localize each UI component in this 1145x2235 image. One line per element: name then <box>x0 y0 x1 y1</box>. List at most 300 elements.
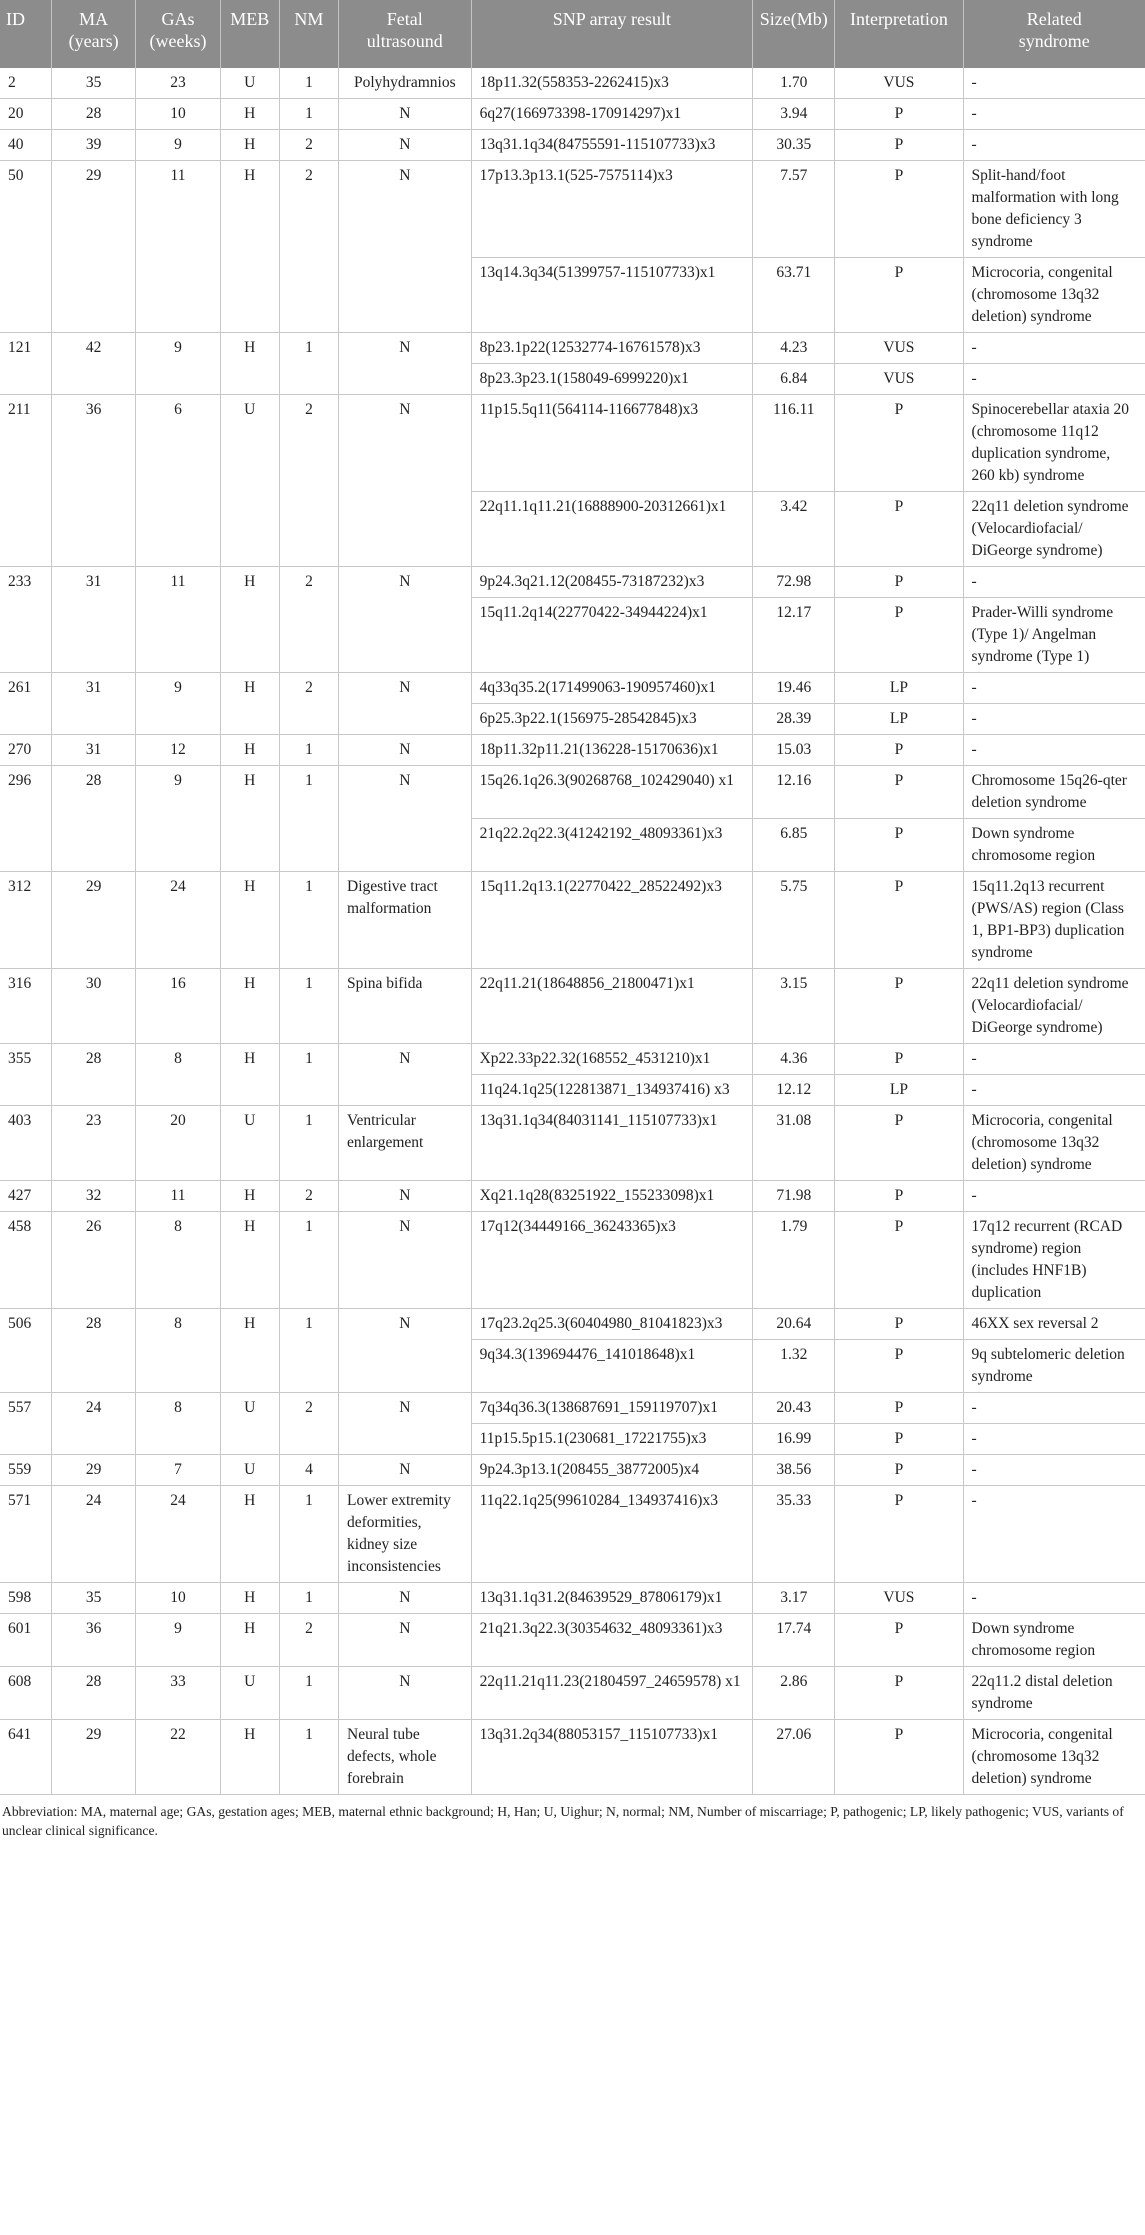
cell-meb: H <box>220 99 279 130</box>
cell-size: 28.39 <box>753 704 835 735</box>
cell-maternal-age: 39 <box>51 130 135 161</box>
cell-meb: H <box>220 735 279 766</box>
header-gestation-age: GAs (weeks) <box>136 0 220 68</box>
cell-fetal-ultrasound: N <box>339 395 472 567</box>
cell-maternal-age: 26 <box>51 1212 135 1309</box>
cell-maternal-age: 35 <box>51 68 135 99</box>
cell-maternal-age: 31 <box>51 673 135 735</box>
cell-interpretation: P <box>835 1667 963 1720</box>
cell-related-syndrome: - <box>963 1393 1145 1424</box>
cell-nm: 2 <box>279 161 338 333</box>
cell-gestation-age: 10 <box>136 99 220 130</box>
cell-interpretation: VUS <box>835 1583 963 1614</box>
cell-gestation-age: 9 <box>136 333 220 395</box>
table-row <box>0 395 1145 492</box>
cell-snp-result: 11q22.1q25(99610284_134937416)x3 <box>471 1486 753 1583</box>
cell-related-syndrome: - <box>963 567 1145 598</box>
cell-meb: H <box>220 969 279 1044</box>
cell-related-syndrome: - <box>963 1044 1145 1075</box>
cell-gestation-age: 16 <box>136 969 220 1044</box>
table-row <box>0 1044 1145 1075</box>
cell-nm: 2 <box>279 1393 338 1455</box>
cell-interpretation: P <box>835 1181 963 1212</box>
cell-interpretation: P <box>835 598 963 673</box>
cell-related-syndrome: - <box>963 364 1145 395</box>
header-snp-array-result: SNP array result <box>471 0 753 68</box>
cell-fetal-ultrasound: N <box>339 567 472 673</box>
cell-size: 12.12 <box>753 1075 835 1106</box>
cell-fetal-ultrasound: Lower extremity deformities, kidney size inconsistencies <box>339 1486 472 1583</box>
cell-nm: 1 <box>279 1309 338 1393</box>
cell-gestation-age: 22 <box>136 1720 220 1795</box>
cell-id: 559 <box>0 1455 51 1486</box>
cell-meb: H <box>220 567 279 673</box>
cell-snp-result: 15q26.1q26.3(90268768_102429040) x1 <box>471 766 753 819</box>
cell-snp-result: 13q31.2q34(88053157_115107733)x1 <box>471 1720 753 1795</box>
table-row <box>0 1455 1145 1486</box>
cell-snp-result: 9p24.3q21.12(208455-73187232)x3 <box>471 567 753 598</box>
cell-size: 20.64 <box>753 1309 835 1340</box>
cell-id: 40 <box>0 130 51 161</box>
cell-fetal-ultrasound: Polyhydramnios <box>339 68 472 99</box>
cell-size: 4.36 <box>753 1044 835 1075</box>
table-row <box>0 99 1145 130</box>
cell-nm: 1 <box>279 969 338 1044</box>
cell-id: 427 <box>0 1181 51 1212</box>
cell-gestation-age: 9 <box>136 130 220 161</box>
cell-meb: H <box>220 1044 279 1106</box>
table-row <box>0 969 1145 1044</box>
cell-fetal-ultrasound: Spina bifida <box>339 969 472 1044</box>
cell-maternal-age: 28 <box>51 766 135 872</box>
table-row <box>0 68 1145 99</box>
cell-size: 116.11 <box>753 395 835 492</box>
cell-maternal-age: 30 <box>51 969 135 1044</box>
cell-fetal-ultrasound: N <box>339 1181 472 1212</box>
cell-interpretation: P <box>835 819 963 872</box>
cell-id: 296 <box>0 766 51 872</box>
cell-related-syndrome: - <box>963 1486 1145 1583</box>
cell-snp-result: 15q11.2q14(22770422-34944224)x1 <box>471 598 753 673</box>
cell-snp-result: Xp22.33p22.32(168552_4531210)x1 <box>471 1044 753 1075</box>
table-row <box>0 1106 1145 1181</box>
cell-snp-result: 21q22.2q22.3(41242192_48093361)x3 <box>471 819 753 872</box>
cell-related-syndrome: - <box>963 130 1145 161</box>
cell-interpretation: P <box>835 1340 963 1393</box>
table-row <box>0 1309 1145 1340</box>
cell-size: 20.43 <box>753 1393 835 1424</box>
cell-id: 355 <box>0 1044 51 1106</box>
cell-gestation-age: 23 <box>136 68 220 99</box>
cell-related-syndrome: - <box>963 1455 1145 1486</box>
table-body <box>0 68 1145 1795</box>
cell-interpretation: LP <box>835 1075 963 1106</box>
cell-id: 403 <box>0 1106 51 1181</box>
cell-related-syndrome: Prader-Willi syndrome (Type 1)/ Angelman syndrome (Type 1) <box>963 598 1145 673</box>
cell-interpretation: P <box>835 872 963 969</box>
cell-size: 16.99 <box>753 1424 835 1455</box>
header-size: Size(Mb) <box>753 0 835 68</box>
cell-gestation-age: 33 <box>136 1667 220 1720</box>
cell-related-syndrome: 17q12 recurrent (RCAD syndrome) region (includes HNF1B) duplication <box>963 1212 1145 1309</box>
cell-snp-result: 9q34.3(139694476_141018648)x1 <box>471 1340 753 1393</box>
cell-interpretation: P <box>835 1044 963 1075</box>
cell-interpretation: P <box>835 130 963 161</box>
cell-maternal-age: 36 <box>51 1614 135 1667</box>
cell-snp-result: 6q27(166973398-170914297)x1 <box>471 99 753 130</box>
cell-related-syndrome: 46XX sex reversal 2 <box>963 1309 1145 1340</box>
cell-fetal-ultrasound: N <box>339 735 472 766</box>
cell-fetal-ultrasound: Neural tube defects, whole forebrain <box>339 1720 472 1795</box>
cell-fetal-ultrasound: N <box>339 673 472 735</box>
cell-interpretation: P <box>835 99 963 130</box>
table-row <box>0 766 1145 819</box>
cell-related-syndrome: - <box>963 1583 1145 1614</box>
cell-interpretation: P <box>835 1486 963 1583</box>
cell-maternal-age: 28 <box>51 1044 135 1106</box>
cell-size: 15.03 <box>753 735 835 766</box>
cell-meb: H <box>220 1614 279 1667</box>
cell-size: 3.15 <box>753 969 835 1044</box>
cell-size: 63.71 <box>753 258 835 333</box>
cell-snp-result: 18p11.32(558353-2262415)x3 <box>471 68 753 99</box>
cell-meb: U <box>220 1393 279 1455</box>
cell-size: 12.16 <box>753 766 835 819</box>
cell-meb: H <box>220 161 279 333</box>
cell-snp-result: 21q21.3q22.3(30354632_48093361)x3 <box>471 1614 753 1667</box>
cell-nm: 1 <box>279 766 338 872</box>
cell-nm: 1 <box>279 1583 338 1614</box>
cell-interpretation: LP <box>835 673 963 704</box>
cell-snp-result: 22q11.1q11.21(16888900-20312661)x1 <box>471 492 753 567</box>
cell-maternal-age: 29 <box>51 872 135 969</box>
cell-meb: H <box>220 1486 279 1583</box>
cell-related-syndrome: - <box>963 1075 1145 1106</box>
cell-maternal-age: 29 <box>51 1455 135 1486</box>
cell-gestation-age: 8 <box>136 1212 220 1309</box>
cell-gestation-age: 7 <box>136 1455 220 1486</box>
cell-interpretation: P <box>835 1309 963 1340</box>
cell-meb: H <box>220 333 279 395</box>
cell-snp-result: 17q12(34449166_36243365)x3 <box>471 1212 753 1309</box>
cell-snp-result: 4q33q35.2(171499063-190957460)x1 <box>471 673 753 704</box>
table-row <box>0 1181 1145 1212</box>
cell-fetal-ultrasound: N <box>339 99 472 130</box>
cell-related-syndrome: Spinocerebellar ataxia 20 (chromosome 11q12 duplication syndrome, 260 kb) syndrome <box>963 395 1145 492</box>
cell-fetal-ultrasound: N <box>339 766 472 872</box>
cell-meb: H <box>220 1720 279 1795</box>
cell-id: 641 <box>0 1720 51 1795</box>
table-row <box>0 1667 1145 1720</box>
cell-maternal-age: 28 <box>51 1667 135 1720</box>
table-row <box>0 1720 1145 1795</box>
cell-related-syndrome: 22q11.2 distal deletion syndrome <box>963 1667 1145 1720</box>
cell-interpretation: P <box>835 1720 963 1795</box>
cell-id: 211 <box>0 395 51 567</box>
cell-nm: 1 <box>279 1044 338 1106</box>
cell-meb: H <box>220 673 279 735</box>
cell-related-syndrome: - <box>963 735 1145 766</box>
cell-size: 5.75 <box>753 872 835 969</box>
table-row <box>0 130 1145 161</box>
cell-interpretation: P <box>835 395 963 492</box>
cell-interpretation: P <box>835 161 963 258</box>
cell-related-syndrome: Down syndrome chromosome region <box>963 1614 1145 1667</box>
cell-id: 601 <box>0 1614 51 1667</box>
cell-fetal-ultrasound: N <box>339 1044 472 1106</box>
cell-gestation-age: 12 <box>136 735 220 766</box>
cell-maternal-age: 29 <box>51 1720 135 1795</box>
cell-interpretation: VUS <box>835 333 963 364</box>
cell-size: 19.46 <box>753 673 835 704</box>
cell-interpretation: P <box>835 766 963 819</box>
cell-meb: H <box>220 1309 279 1393</box>
cell-fetal-ultrasound: N <box>339 1614 472 1667</box>
cell-snp-result: 13q31.1q34(84755591-115107733)x3 <box>471 130 753 161</box>
cell-id: 571 <box>0 1486 51 1583</box>
cell-maternal-age: 28 <box>51 99 135 130</box>
cell-related-syndrome: Microcoria, congenital (chromosome 13q32 deletion) syndrome <box>963 1106 1145 1181</box>
header-nm: NM <box>279 0 338 68</box>
cell-fetal-ultrasound: N <box>339 1455 472 1486</box>
cell-nm: 4 <box>279 1455 338 1486</box>
cell-meb: U <box>220 1455 279 1486</box>
cell-nm: 2 <box>279 395 338 567</box>
cell-snp-result: 18p11.32p11.21(136228-15170636)x1 <box>471 735 753 766</box>
cell-size: 4.23 <box>753 333 835 364</box>
cell-size: 35.33 <box>753 1486 835 1583</box>
table-footnote: Abbreviation: MA, maternal age; GAs, gestation ages; MEB, maternal ethnic background; H, Han; U, Uighur; N, normal; NM, Number of miscarriage; P, pathogenic; LP, likely pathogenic; VUS, variants of unclear clinical significance. <box>2 1804 1124 1838</box>
cell-related-syndrome: - <box>963 1181 1145 1212</box>
cell-id: 270 <box>0 735 51 766</box>
cell-snp-result: 22q11.21(18648856_21800471)x1 <box>471 969 753 1044</box>
cell-interpretation: P <box>835 735 963 766</box>
cell-maternal-age: 24 <box>51 1393 135 1455</box>
table-row <box>0 1393 1145 1424</box>
cell-snp-result: 8p23.1p22(12532774-16761578)x3 <box>471 333 753 364</box>
cell-meb: H <box>220 1212 279 1309</box>
cell-related-syndrome: - <box>963 68 1145 99</box>
cell-related-syndrome: Microcoria, congenital (chromosome 13q32 deletion) syndrome <box>963 1720 1145 1795</box>
cell-id: 316 <box>0 969 51 1044</box>
table-row <box>0 872 1145 969</box>
cell-nm: 1 <box>279 68 338 99</box>
cell-nm: 1 <box>279 333 338 395</box>
cell-size: 3.42 <box>753 492 835 567</box>
cell-related-syndrome: Down syndrome chromosome region <box>963 819 1145 872</box>
cell-related-syndrome: - <box>963 1424 1145 1455</box>
cell-related-syndrome: - <box>963 704 1145 735</box>
cell-nm: 1 <box>279 99 338 130</box>
header-meb: MEB <box>220 0 279 68</box>
header-row <box>0 0 1145 68</box>
cell-related-syndrome: 22q11 deletion syndrome (Velocardiofacial/ DiGeorge syndrome) <box>963 492 1145 567</box>
cell-snp-result: 15q11.2q13.1(22770422_28522492)x3 <box>471 872 753 969</box>
cell-interpretation: P <box>835 1455 963 1486</box>
cell-maternal-age: 42 <box>51 333 135 395</box>
cell-id: 20 <box>0 99 51 130</box>
cell-gestation-age: 11 <box>136 1181 220 1212</box>
cell-related-syndrome: 22q11 deletion syndrome (Velocardiofacial/ DiGeorge syndrome) <box>963 969 1145 1044</box>
cell-gestation-age: 9 <box>136 1614 220 1667</box>
cell-interpretation: P <box>835 567 963 598</box>
cell-gestation-age: 24 <box>136 1486 220 1583</box>
cell-maternal-age: 32 <box>51 1181 135 1212</box>
cell-snp-result: 22q11.21q11.23(21804597_24659578) x1 <box>471 1667 753 1720</box>
cell-nm: 1 <box>279 872 338 969</box>
cell-snp-result: 6p25.3p22.1(156975-28542845)x3 <box>471 704 753 735</box>
table-row <box>0 1212 1145 1309</box>
cell-id: 312 <box>0 872 51 969</box>
cell-gestation-age: 20 <box>136 1106 220 1181</box>
cell-nm: 2 <box>279 1614 338 1667</box>
cell-gestation-age: 11 <box>136 161 220 333</box>
cell-id: 557 <box>0 1393 51 1455</box>
header-maternal-age: MA (years) <box>51 0 135 68</box>
cell-size: 3.17 <box>753 1583 835 1614</box>
cell-related-syndrome: 15q11.2q13 recurrent (PWS/AS) region (Class 1, BP1-BP3) duplication syndrome <box>963 872 1145 969</box>
cell-fetal-ultrasound: Digestive tract malformation <box>339 872 472 969</box>
cell-meb: H <box>220 130 279 161</box>
table-row <box>0 735 1145 766</box>
cell-interpretation: P <box>835 969 963 1044</box>
cell-nm: 1 <box>279 1667 338 1720</box>
cell-id: 261 <box>0 673 51 735</box>
cell-interpretation: VUS <box>835 364 963 395</box>
cell-fetal-ultrasound: N <box>339 130 472 161</box>
cell-meb: U <box>220 1667 279 1720</box>
cell-size: 2.86 <box>753 1667 835 1720</box>
cell-nm: 1 <box>279 1212 338 1309</box>
cell-size: 3.94 <box>753 99 835 130</box>
cell-gestation-age: 9 <box>136 766 220 872</box>
cell-fetal-ultrasound: N <box>339 1309 472 1393</box>
table-row <box>0 161 1145 258</box>
cell-size: 27.06 <box>753 1720 835 1795</box>
cell-size: 6.85 <box>753 819 835 872</box>
cell-maternal-age: 29 <box>51 161 135 333</box>
table-row <box>0 1583 1145 1614</box>
cell-fetal-ultrasound: N <box>339 1212 472 1309</box>
cell-nm: 2 <box>279 1181 338 1212</box>
cell-related-syndrome: - <box>963 333 1145 364</box>
cell-size: 17.74 <box>753 1614 835 1667</box>
cell-gestation-age: 11 <box>136 567 220 673</box>
cell-meb: U <box>220 68 279 99</box>
cell-size: 6.84 <box>753 364 835 395</box>
table-row <box>0 567 1145 598</box>
table-row <box>0 333 1145 364</box>
cell-id: 50 <box>0 161 51 333</box>
cell-maternal-age: 31 <box>51 735 135 766</box>
cell-size: 7.57 <box>753 161 835 258</box>
cell-interpretation: P <box>835 1106 963 1181</box>
cell-snp-result: 11q24.1q25(122813871_134937416) x3 <box>471 1075 753 1106</box>
cell-nm: 2 <box>279 673 338 735</box>
cell-gestation-age: 6 <box>136 395 220 567</box>
cell-meb: H <box>220 766 279 872</box>
header-id: ID <box>0 0 51 68</box>
cell-snp-result: 7q34q36.3(138687691_159119707)x1 <box>471 1393 753 1424</box>
cell-id: 608 <box>0 1667 51 1720</box>
cell-snp-result: 11p15.5p15.1(230681_17221755)x3 <box>471 1424 753 1455</box>
cell-interpretation: VUS <box>835 68 963 99</box>
cell-id: 121 <box>0 333 51 395</box>
cell-gestation-age: 24 <box>136 872 220 969</box>
cell-related-syndrome: Split-hand/foot malformation with long bone deficiency 3 syndrome <box>963 161 1145 258</box>
cell-snp-result: 13q31.1q34(84031141_115107733)x1 <box>471 1106 753 1181</box>
cell-size: 72.98 <box>753 567 835 598</box>
table-row <box>0 673 1145 704</box>
cell-size: 30.35 <box>753 130 835 161</box>
cell-gestation-age: 8 <box>136 1044 220 1106</box>
cell-fetal-ultrasound: N <box>339 161 472 333</box>
cell-meb: H <box>220 872 279 969</box>
cell-related-syndrome: Chromosome 15q26-qter deletion syndrome <box>963 766 1145 819</box>
cell-fetal-ultrasound: N <box>339 1667 472 1720</box>
cell-fetal-ultrasound: N <box>339 1583 472 1614</box>
cell-snp-result: 13q14.3q34(51399757-115107733)x1 <box>471 258 753 333</box>
cell-size: 38.56 <box>753 1455 835 1486</box>
cell-snp-result: 13q31.1q31.2(84639529_87806179)x1 <box>471 1583 753 1614</box>
cell-meb: H <box>220 1181 279 1212</box>
cell-size: 1.79 <box>753 1212 835 1309</box>
cell-interpretation: P <box>835 258 963 333</box>
cell-snp-result: 17p13.3p13.1(525-7575114)x3 <box>471 161 753 258</box>
cell-id: 598 <box>0 1583 51 1614</box>
cell-interpretation: LP <box>835 704 963 735</box>
header-interpretation: Interpretation <box>835 0 963 68</box>
cell-nm: 1 <box>279 735 338 766</box>
cell-related-syndrome: 9q subtelomeric deletion syndrome <box>963 1340 1145 1393</box>
cell-interpretation: P <box>835 1424 963 1455</box>
cell-gestation-age: 8 <box>136 1393 220 1455</box>
cell-gestation-age: 10 <box>136 1583 220 1614</box>
cell-gestation-age: 9 <box>136 673 220 735</box>
cell-maternal-age: 36 <box>51 395 135 567</box>
cell-interpretation: P <box>835 1212 963 1309</box>
cell-maternal-age: 24 <box>51 1486 135 1583</box>
cell-size: 31.08 <box>753 1106 835 1181</box>
cell-interpretation: P <box>835 1614 963 1667</box>
cell-meb: U <box>220 1106 279 1181</box>
cell-snp-result: Xq21.1q28(83251922_155233098)x1 <box>471 1181 753 1212</box>
cell-meb: U <box>220 395 279 567</box>
cell-fetal-ultrasound: N <box>339 1393 472 1455</box>
cell-snp-result: 11p15.5q11(564114-116677848)x3 <box>471 395 753 492</box>
cell-fetal-ultrasound: Ventricular enlargement <box>339 1106 472 1181</box>
cell-meb: H <box>220 1583 279 1614</box>
cell-related-syndrome: - <box>963 673 1145 704</box>
cell-maternal-age: 31 <box>51 567 135 673</box>
cell-related-syndrome: - <box>963 99 1145 130</box>
cell-related-syndrome: Microcoria, congenital (chromosome 13q32 deletion) syndrome <box>963 258 1145 333</box>
header-fetal-ultrasound: Fetal ultrasound <box>339 0 472 68</box>
table-row <box>0 1614 1145 1667</box>
cell-snp-result: 8p23.3p23.1(158049-6999220)x1 <box>471 364 753 395</box>
cell-nm: 1 <box>279 1106 338 1181</box>
cell-nm: 2 <box>279 130 338 161</box>
cell-id: 506 <box>0 1309 51 1393</box>
cell-interpretation: P <box>835 492 963 567</box>
cell-nm: 2 <box>279 567 338 673</box>
cell-nm: 1 <box>279 1486 338 1583</box>
cell-snp-result: 9p24.3p13.1(208455_38772005)x4 <box>471 1455 753 1486</box>
cell-maternal-age: 28 <box>51 1309 135 1393</box>
cell-maternal-age: 35 <box>51 1583 135 1614</box>
cell-id: 2 <box>0 68 51 99</box>
cell-size: 71.98 <box>753 1181 835 1212</box>
